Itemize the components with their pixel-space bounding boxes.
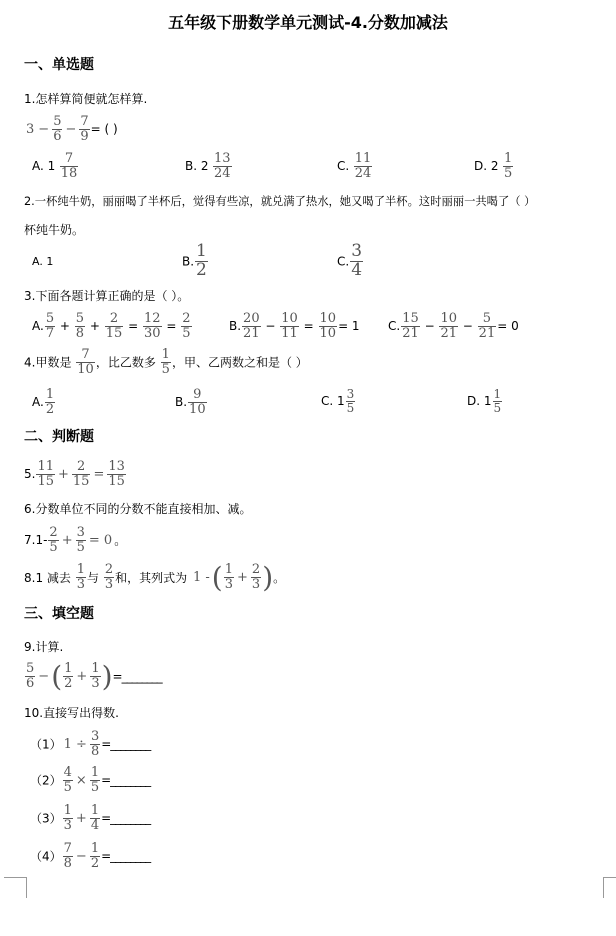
question-3-option-a[interactable]: A. $\frac{5}{7}$ + $\frac{5}{8}$ + $\frac{2}{15}$ = $\frac{12}{30}$ = $\frac{2}{5}$ [32,311,191,341]
question-3-option-c[interactable]: C. $\frac{15}{21}$ − $\frac{10}{21}$ − $\frac{5}{21}$ = 0 [388,311,519,341]
question-8-text: 8.1 减去 $\frac{1}{3}$ 与 $\frac{2}{3}$ 和，其列式为 1 -( $\frac{1}{3}$ + $\frac{2}{3}$ )。 [24,561,286,594]
question-7-expression: 7.1- $\frac{2}{5}$ + $\frac{3}{5}$ = 0 。 [24,525,127,555]
section-heading-single-choice: 一、单选题 [24,57,94,73]
question-10-item-2: （2） $\frac{4}{5}$ × $\frac{1}{5}$ =________ [30,765,151,795]
section-heading-fill-blank: 三、填空题 [24,606,94,622]
question-5-expression: 5. $\frac{11}{15}$ + $\frac{2}{15}$ = $\frac{13}{15}$ [24,459,125,489]
question-1-option-a[interactable]: A. 1 $\frac{7}{18}$ [32,151,78,181]
question-4-option-d[interactable]: D. 1 $\frac{1}{5}$ [467,387,502,415]
document-title: 五年级下册数学单元测试-4.分数加减法 [168,13,448,32]
question-4-option-a[interactable]: A. $\frac{1}{2}$ [32,387,55,417]
question-9-text: 9.计算. [24,640,64,654]
question-1-option-d[interactable]: D. 2 $\frac{1}{5}$ [474,151,513,181]
answer-blank[interactable]: =________ [112,669,162,684]
question-2-text: 2.一杯纯牛奶，丽丽喝了半杯后，觉得有些凉，就兑满了热水，她又喝了半杯。这时丽丽一共喝了（ ） [24,195,536,208]
answer-blank[interactable]: =________ [101,737,151,752]
question-3-option-b[interactable]: B. $\frac{20}{21}$ − $\frac{10}{11}$ = $\frac{10}{10}$ = 1 [229,311,360,341]
answer-blank[interactable]: =________ [101,811,151,826]
question-3-text: 3.下面各题计算正确的是（ ）。 [24,289,190,303]
question-2-option-b[interactable]: B. $\frac{1}{2}$ [182,241,207,280]
question-4-option-c[interactable]: C. 1 $\frac{3}{5}$ [321,387,355,415]
corner-mark [4,877,27,898]
question-1-option-b[interactable]: B. 2 $\frac{13}{24}$ [185,151,231,181]
question-4-text: 4.甲数是 $\frac{7}{10}$ ，比乙数多 $\frac{1}{5}$ ，甲、乙两数之和是（ ） [24,347,308,377]
question-2-text-cont: 杯纯牛奶。 [24,223,85,237]
question-2-option-a[interactable]: A. 1 [32,255,54,268]
question-2-option-c[interactable]: C. $\frac{3}{4}$ [337,241,363,280]
answer-blank[interactable]: =________ [101,773,151,788]
question-1-option-c[interactable]: C. $\frac{11}{24}$ [337,151,372,181]
question-6-text: 6.分数单位不同的分数不能直接相加、减。 [24,502,252,516]
question-10-text: 10.直接写出得数. [24,706,119,720]
question-10-item-4: （4） $\frac{7}{8}$ − $\frac{1}{2}$ =________ [30,841,151,871]
question-4-option-b[interactable]: B. $\frac{9}{10}$ [175,387,206,417]
corner-mark [603,877,616,898]
question-9-expression: $\frac{5}{6}$ −( $\frac{1}{2}$ + $\frac{1}{3}$ )=________ [26,660,162,693]
question-1-text: 1.怎样算简便就怎样算. [24,92,148,106]
question-10-item-1: （1） 1 ÷ $\frac{3}{8}$ =________ [30,729,151,759]
answer-blank[interactable]: =________ [101,849,151,864]
question-1-expression: 3 − $\frac{5}{6}$ − $\frac{7}{9}$ = ( ) [26,114,118,144]
question-10-item-3: （3） $\frac{1}{3}$ + $\frac{1}{4}$ =________ [30,803,151,833]
section-heading-true-false: 二、判断题 [24,429,94,445]
